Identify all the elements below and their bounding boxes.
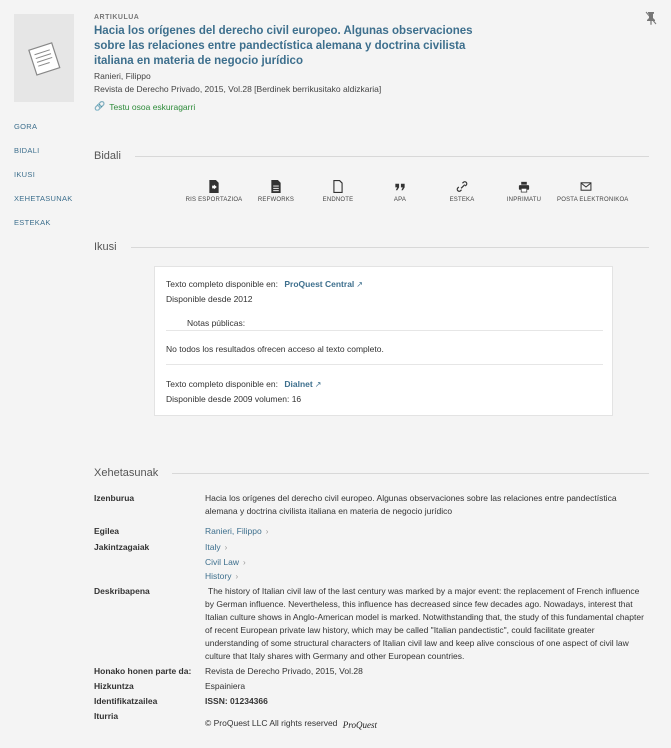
send-endnote-label: ENDNOTE [322,197,354,203]
refworks-icon [270,180,282,193]
proquest-central-link[interactable]: ProQuest Central [284,279,355,289]
detail-key: Identifikatzailea [94,696,158,706]
detail-key: Jakintzagaiak [94,542,150,552]
article-thumbnail [14,14,74,102]
nav-item-view[interactable]: IKUSI [14,170,36,179]
link-icon [456,180,468,193]
record-author: Ranieri, Filippo [94,71,151,81]
service-1-label: Texto completo disponible en: [166,279,278,289]
detail-row-subjects [94,541,649,583]
detail-row-title [94,492,649,518]
subject-link[interactable]: History › [205,571,239,581]
details-table [94,492,649,732]
send-permalink-label: ESTEKA [449,197,475,203]
chevron-right-icon: › [224,543,228,552]
service-2-coverage: Disponible desde 2009 volumen: 16 [166,394,302,404]
divider [166,330,603,331]
detail-row-author [94,525,649,538]
detail-row-identifier [94,695,649,708]
public-notes-label: Notas públicas: [187,318,246,328]
record-type: ARTIKULUA [94,14,140,21]
details-section-header [94,467,649,479]
link-icon: 🔗 [94,101,106,111]
document-icon [24,38,64,78]
detail-value: ISSN: 01234366 [205,696,268,706]
chevron-right-icon: › [235,572,239,581]
service-1-coverage: Disponible desde 2012 [166,294,253,304]
external-link-icon: ↗ [356,280,363,289]
send-refworks-label: REFWORKS [257,197,295,203]
public-notes-text: No todos los resultados ofrecen acceso al texto completo. [166,344,384,354]
detail-value: Hacia los orígenes del derecho civil europeo. Algunas observaciones sobre las relaciones entre pandectística alemana y doctrina civilista italiana en materia de negocio jurídico [205,493,617,516]
view-section-header [94,241,649,253]
send-options [183,180,629,203]
send-print[interactable] [493,180,555,203]
nav-item-top[interactable]: GORA [14,122,38,131]
ris-export-icon [208,180,220,193]
nav-item-send[interactable]: BIDALI [14,146,40,155]
subject-link[interactable]: Italy › [205,542,228,552]
nav-item-details[interactable]: XEHETASUNAK [14,194,73,203]
send-section-title: Bidali [94,150,121,162]
detail-key: Deskribapena [94,586,150,596]
detail-key: Honako honen parte da: [94,666,192,676]
send-ris-label: RIS ESPORTAZIOA [185,197,243,203]
subject-link[interactable]: Civil Law › [205,556,246,567]
record-source: Revista de Derecho Privado, 2015, Vol.28 [Berdinek berrikusitako aldizkaria] [94,84,382,94]
chevron-right-icon: › [243,557,246,567]
detail-value: Revista de Derecho Privado, 2015, Vol.28 [205,666,363,676]
record-title[interactable]: Hacia los orígenes del derecho civil europeo. Algunas observaciones sobre las relaciones entre pandectística alemana y doctrina civilista italiana en materia de negocio jurídico [94,25,473,67]
detail-row-language [94,680,649,693]
detail-value: © ProQuest LLC All rights reserved [205,718,338,728]
send-permalink[interactable] [431,180,493,203]
section-nav [14,122,73,242]
availability-link[interactable] [94,101,195,112]
citation-quote-icon [394,180,406,193]
detail-value: Espainiera [205,681,246,691]
print-icon [518,180,530,193]
details-section-title: Xehetasunak [94,467,159,479]
send-citation-label: APA [393,197,407,203]
detail-row-source [94,710,649,732]
dialnet-link[interactable]: Dialnet [284,379,313,389]
full-text-availability-box [154,266,613,416]
author-link[interactable]: Ranieri, Filippo › [205,526,269,536]
send-email[interactable] [555,180,629,203]
divider [135,156,649,157]
proquest-logo: ProQuest [342,720,377,730]
availability-label: Testu osoa eskuragarri [109,101,196,112]
detail-row-description [94,585,649,663]
detail-value: The history of Italian civil law of the last century was marked by a major event: the replacement of French influence by German influence. Nevertheless, this influence has decreased since few decades ago. Nowadays, interest that Italian culture shows in Anglo-American model is marked. Notwithstanding that, the study of this fundamental chapter of recent European private law history, which may be called "Italian pandectistic", could facilitate greater understanding of some structural characters of Italian civil law and keep alive conscious of one aspect of civil law culture that Italy shares with Germany and other European countries. [205,586,644,661]
detail-key: Hizkuntza [94,681,134,691]
service-2-line [166,379,321,389]
send-email-label: POSTA ELEKTRONIKOA [557,197,629,203]
divider [131,247,649,248]
nav-item-links[interactable]: ESTEKAK [14,218,51,227]
external-link-icon: ↗ [314,380,322,389]
detail-key: Izenburua [94,493,135,503]
detail-key: Iturria [94,711,119,721]
service-1-line [166,279,363,289]
pin-icon[interactable] [645,11,657,25]
send-print-label: INPRIMATU [506,197,542,203]
endnote-icon [332,180,344,193]
view-section-title: Ikusi [94,241,117,253]
divider [166,364,603,365]
service-2-label: Texto completo disponible en: [166,379,278,389]
send-refworks[interactable] [245,180,307,203]
email-icon [580,180,592,193]
detail-key: Egilea [94,526,120,536]
send-ris-export[interactable] [183,180,245,203]
send-endnote[interactable] [307,180,369,203]
detail-row-part-of [94,665,649,678]
send-section-header [94,150,649,162]
chevron-right-icon: › [265,527,269,536]
divider [172,473,649,474]
send-citation[interactable] [369,180,431,203]
